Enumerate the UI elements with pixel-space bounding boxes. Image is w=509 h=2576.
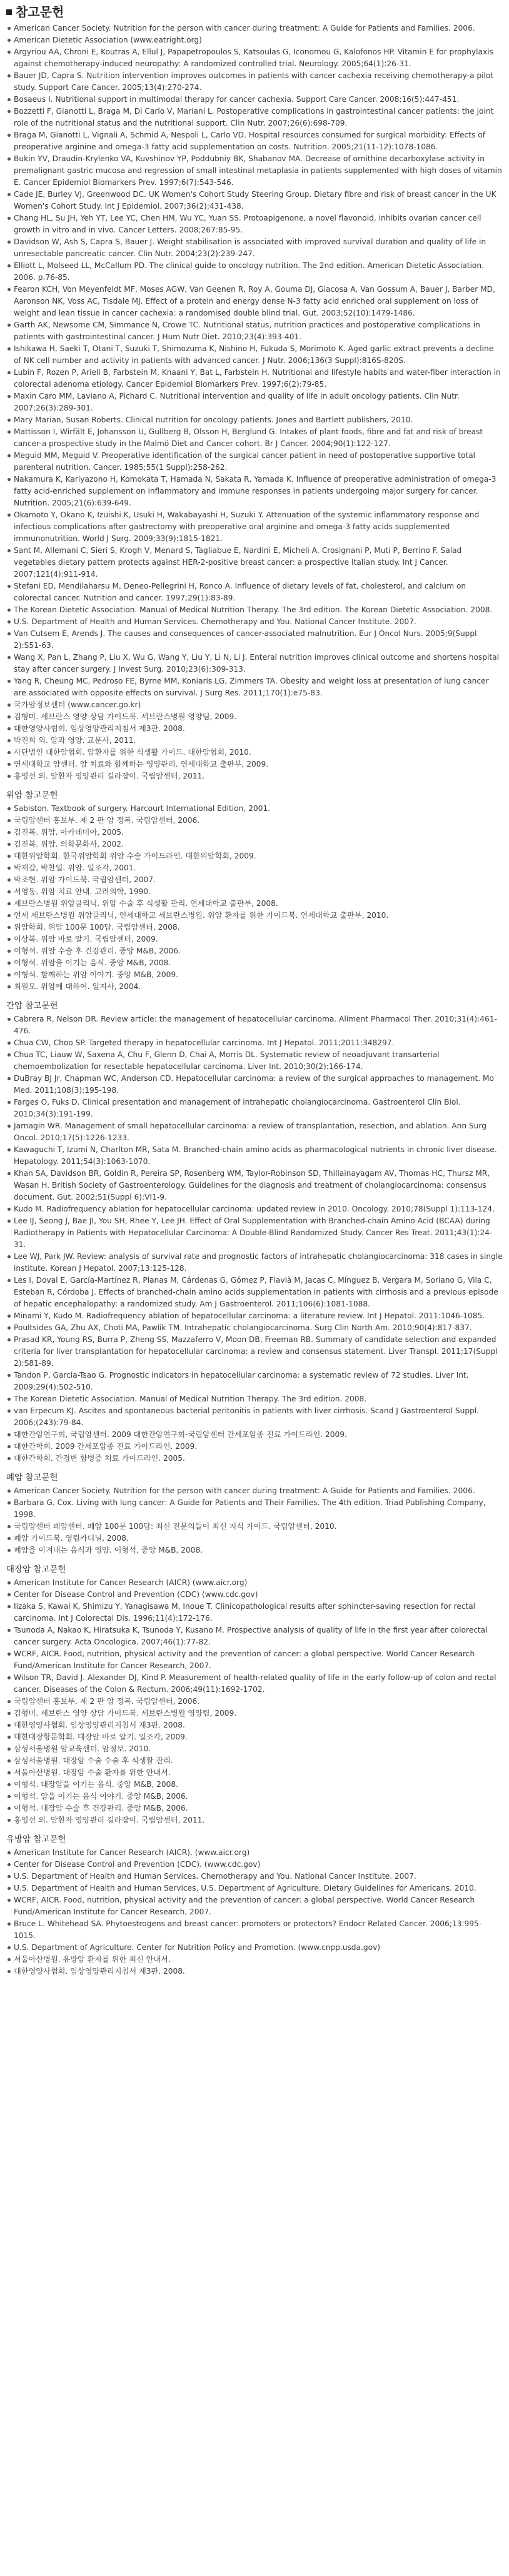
reference-item: 서울아산병원. 유방암 환자를 위한 최신 안내서. — [6, 1954, 503, 1966]
reference-item: Barbara G. Cox. Living with lung cancer: A Guide for Patients and Their Families. The 4th edition. Triad Publishing Company, 1998. — [6, 1497, 503, 1521]
reference-item: 폐암을 이겨내는 음식과 영양. 이형석, 중앙 M&B, 2008. — [6, 1544, 503, 1556]
reference-item: Wang X, Pan L, Zhang P, Liu X, Wu G, Wang Y, Liu Y, Li N, Li J. Enteral nutrition improves clinical outcome and shortens hospital stay after cancer surgery. J Invest Surg. 2010;23(6):309-313. — [6, 652, 503, 675]
reference-item: 대한영양사협회. 임상영양관리지침서 제3판. 2008. — [6, 1966, 503, 1977]
reference-item: Lee WJ, Park JW. Review: analysis of survival rate and prognostic factors of intrahepatic cholangiocarcinoma: 318 cases in single institute. Korean J Hepatol. 2007;13:125-128. — [6, 1251, 503, 1275]
reference-item: 서영동. 위암 치료 안내. 고려의학, 1990. — [6, 886, 503, 898]
reference-item: Argyriou AA, Chroni E, Koutras A, Ellul J, Papapetropoulos S, Katsoulas G, Iconomou G, Kalofonos HP. Vitamin E for prophylaxis against chemotherapy-induced neuropathy: A randomized controlled trial. Neurology. 2005;64(1):26-31. — [6, 46, 503, 70]
reference-item: 박조현. 위암 가이드북. 국립암센터, 2007. — [6, 874, 503, 886]
section-header: 유방암 참고문헌 — [6, 1834, 66, 1844]
reference-item: 연세 세브란스병원 위암클리닉, 연세대학교 세브란스병원. 위암 환자를 위한 가이드북. 연세대학교 출판부, 2010. — [6, 910, 503, 922]
reference-item: Iizaka S, Kawai K, Shimizu Y, Yanagisawa M, Inoue T. Clinicopathological results after sphincter-saving resection for rectal carcinoma. Int J Colorectal Dis. 1996;11(4):172-176. — [6, 1601, 503, 1624]
reference-item: Sant M, Allemani C, Sieri S, Krogh V, Menard S, Tagliabue E, Nardini E, Micheli A, Crosignani P, Muti P, Berrino F. Salad vegetables dietary pattern protects against HER-2-positive breast cancer: a prospective Italian study. Int J Cancer. 2007;121(4):911-914. — [6, 545, 503, 580]
reference-item: Chua CW, Choo SP. Targeted therapy in hepatocellular carcinoma. Int J Hepatol. 2011;2011:348297. — [6, 1037, 503, 1049]
reference-section — [6, 1000, 503, 1465]
reference-item: Fearon KCH, Von Meyenfeldt MF, Moses AGW, Van Geenen R, Roy A, Gouma DJ, Giacosa A, Van Gossum A, Bauer J, Barber MD, Aaronson NK, Voss AC, Tisdale MJ. Effect of a protein and energy dense N-3 fatty acid enriched oral supplement on loss of weight and lean tissue in cancer cachexia: a randomised double blind trial. Gut. 2003;52(10):1479-1486. — [6, 284, 503, 319]
reference-item: 이형석. 함께하는 위암 이야기. 중앙 M&B, 2009. — [6, 969, 503, 981]
reference-item: WCRF, AICR. Food, nutrition, physical activity and the prevention of cancer: a global perspective. World Cancer Research Fund/American Institute for Cancer Research, 2007. — [6, 1648, 503, 1672]
reference-item: Khan SA, Davidson BR, Goldin R, Pereira SP, Rosenberg WM, Taylor-Robinson SD, Thillainayagam AV, Thomas HC, Thursz MR, Wasan H. British Society of Gastroenterology. Guidelines for the diagnosis and treatment of cholangiocarcinoma: consensus document. Gut. 2002;51(Suppl 6):VI1-9. — [6, 1168, 503, 1203]
page-title — [6, 4, 503, 20]
section-header: 간암 참고문헌 — [6, 1001, 58, 1011]
reference-item: Braga M, Gianotti L, Vignali A, Schmid A, Nespoli L, Carlo VD. Hospital resources consumed for surgical morbidity: Effects of preoperative arginine and omega-3 fatty acid supplementation on costs. Nutrition. 2005;21(11-12):1078-1086. — [6, 129, 503, 153]
reference-item: 이상복. 위암 바로 알기. 국립암센터, 2009. — [6, 933, 503, 945]
reference-item: 홍영선 외. 암환자 영양관리 길라잡이. 국립암센터, 2011. — [6, 770, 503, 782]
reference-item: 대한대장항문학회. 대장암 바로 알기. 일조각, 2009. — [6, 1731, 503, 1743]
reference-item: Bukin YV, Draudin-Krylenko VA, Kuvshinov YP, Poddubniy BK, Shabanov MA. Decrease of ornithine decarboxylase activity in premalignant gastric mucosa and regression of small intestinal metaplasia in patients supplemented with high doses of vitamin E. Cancer Epidemiol Biomarkers Prev. 1997;6(7):543-546. — [6, 153, 503, 189]
reference-list — [6, 1577, 503, 1826]
reference-item: 김진복. 위암. 의학문화사, 2002. — [6, 838, 503, 850]
reference-item: 김형미. 세브란스 영양 상담 가이드북. 세브란스병원 영양팀, 2009. — [6, 1708, 503, 1719]
reference-item: 국가암정보센터 (www.cancer.go.kr) — [6, 699, 503, 711]
reference-item: U.S. Department of Health and Human Services, U.S. Department of Agriculture. Dietary Guidelines for Americans. 2010. — [6, 1882, 503, 1894]
reference-item: 김형미. 세브란스 영양 상담 가이드북. 세브란스병원 영양팀, 2009. — [6, 711, 503, 723]
reference-item: Lee IJ, Seong J, Bae JI, You SH, Rhee Y, Lee JH. Effect of Oral Supplementation with Branched-chain Amino Acid (BCAA) during Radiotherapy in Patients with Hepatocellular Carcinoma: A Double-Blind Randomized Study. Cancer Res Treat. 2011;43(1):24-31. — [6, 1215, 503, 1251]
reference-item: The Korean Dietetic Association. Manual of Medical Nutrition Therapy. The 3rd edition. 2008. — [6, 1393, 503, 1405]
reference-item: 박진희 외. 암과 영양. 교문사, 2011. — [6, 735, 503, 747]
reference-item: U.S. Department of Health and Human Services. Chemotherapy and You. National Cancer Institute. 2007. — [6, 1871, 503, 1882]
reference-sections — [6, 22, 503, 1977]
reference-item: Bosaeus I. Nutritional support in multimodal therapy for cancer cachexia. Support Care Cancer. 2008;16(5):447-451. — [6, 94, 503, 106]
reference-item: 삼성서울병원 암교육센터. 암정보. 2010. — [6, 1743, 503, 1755]
reference-list — [6, 1847, 503, 1977]
reference-item: Tandon P, Garcia-Tsao G. Prognostic indicators in hepatocellular carcinoma: a systematic review of 72 studies. Liver Int. 2009;29(4):502-510. — [6, 1370, 503, 1393]
reference-item: Elliott L, Molseed LL, McCallum PD. The clinical guide to oncology nutrition. The 2nd edition. American Dietetic Association. 2006. p.76-85. — [6, 260, 503, 284]
reference-item: 대한간암연구회, 국립암센터. 2009 대한간암연구회-국립암센터 간세포암종 진료 가이드라인. 2009. — [6, 1429, 503, 1441]
reference-section — [6, 1834, 503, 1977]
reference-item: Center for Disease Control and Prevention (CDC) (www.cdc.gov) — [6, 1589, 503, 1601]
reference-item: Kudo M. Radiofrequency ablation for hepatocellular carcinoma: updated review in 2010. Oncology. 2010;78(Suppl 1):113-124. — [6, 1203, 503, 1215]
reference-item: Bozzetti F, Gianotti L, Braga M, Di Carlo V, Mariani L. Postoperative complications in gastrointestinal cancer patients: the joint role of the nutritional status and the nutritional support. Clin Nutr. 2007;26(6):698-709. — [6, 106, 503, 129]
reference-item: Yang R, Cheung MC, Pedroso FE, Byrne MM, Koniaris LG, Zimmers TA. Obesity and weight loss at presentation of lung cancer are associated with opposite effects on survival. J Surg Res. 2011;170(1):e75-83. — [6, 675, 503, 699]
reference-item: 대한간학회. 2009 간세포암종 진료 가이드라인. 2009. — [6, 1441, 503, 1453]
reference-item: Farges O, Fuks D. Clinical presentation and management of intrahepatic cholangiocarcinoma. Gastroenterol Clin Biol. 2010;34(3):191-199. — [6, 1097, 503, 1120]
reference-item: 사단법인 대한암협회. 암환자를 위한 식생활 가이드. 대한암협회, 2010. — [6, 747, 503, 758]
page-title-text: 참고문헌 — [16, 4, 64, 19]
reference-item: Wilson TR, David J. Alexander DJ, Kind P. Measurement of health-related quality of life in the early follow-up of colon and rectal cancer. Diseases of the Colon & Rectum. 2006;49(11):1692-1702. — [6, 1672, 503, 1696]
reference-item: 최원모. 위암에 대하여. 일지사, 2004. — [6, 981, 503, 993]
reference-item: Center for Disease Control and Prevention (CDC). (www.cdc.gov) — [6, 1859, 503, 1871]
reference-item: 이형석. 대장암을 이기는 음식. 중앙 M&B, 2008. — [6, 1779, 503, 1791]
reference-item: Poultsides GA, Zhu AX, Choti MA, Pawlik TM. Intrahepatic cholangiocarcinoma. Surg Clin North Am. 2010;90(4):817-837. — [6, 1322, 503, 1334]
reference-section — [6, 790, 503, 993]
reference-item: WCRF, AICR. Food, nutrition, physical activity and the prevention of cancer: a global perspective. World Cancer Research Fund/American Institute for Cancer Research, 2007. — [6, 1894, 503, 1918]
reference-section — [6, 22, 503, 782]
reference-item: Les I, Doval E, García-Martínez R, Planas M, Cárdenas G, Gómez P, Flavià M, Jacas C, Mínguez B, Vergara M, Soriano G, Vila C, Esteban R, Córdoba J. Effects of branched-chain amino acids supplementation in patients with cirrhosis and a previous episode of hepatic encephalopathy: a randomized study. Am J Gastroenterol. 2011;106(6):1081-1088. — [6, 1275, 503, 1310]
reference-item: 삼성서울병원. 대장암 수술 수술 후 식생활 관리. — [6, 1755, 503, 1767]
reference-item: Maxin Caro MM, Laviano A, Pichard C. Nutritional intervention and quality of life in adult oncology patients. Clin Nutr. 2007;26(3):289-301. — [6, 390, 503, 414]
reference-item: Sabiston. Textbook of surgery. Harcourt International Edition, 2001. — [6, 803, 503, 815]
reference-item: 홍영선 외. 암환자 영양관리 길라잡이. 국립암센터, 2011. — [6, 1814, 503, 1826]
reference-item: Meguid MM, Meguid V. Preoperative identification of the surgical cancer patient in need of postoperative supportive total parenteral nutrition. Cancer. 1985;55(1 Suppl):258-262. — [6, 450, 503, 474]
reference-item: Lubin F, Rozen P, Arieli B, Farbstein M, Knaani Y, Bat L, Farbstein H. Nutritional and lifestyle habits and water-fiber interaction in colorectal adenoma etiology. Cancer Epidemiol Biomarkers Prev. 1997;6(2):79-85. — [6, 367, 503, 390]
reference-item: Nakamura K, Kariyazono H, Komokata T, Hamada N, Sakata R, Yamada K. Influence of preoperative administration of omega-3 fatty acid-enriched supplement on inflammatory and immune responses in patients undergoing major surgery for cancer. Nutrition. 2005;21(6):639-649. — [6, 474, 503, 509]
reference-item: 국립암센터 홍보부. 제 2 판 암 정복. 국립암센터, 2006. — [6, 815, 503, 827]
reference-item: Mattisson I, Wirfält E, Johansson U, Gullberg B, Olsson H, Berglund G. Intakes of plant foods, fibre and fat and risk of breast cancer-a prospective study in the Malmö Diet and Cancer cohort. Br J Cancer. 2004;90(1):122-127. — [6, 426, 503, 450]
reference-item: 대한영양사협회. 임상영양관리지침서 제3판. 2008. — [6, 1719, 503, 1731]
reference-list — [6, 1013, 503, 1465]
reference-item: 이형석. 위암을 이기는 음식. 중앙 M&B, 2008. — [6, 957, 503, 969]
reference-item: U.S. Department of Agriculture. Center for Nutrition Policy and Promotion. (www.cnpp.usda.gov) — [6, 1942, 503, 1954]
reference-item: Bruce L. Whitehead SA. Phytoestrogens and breast cancer: promoters or protectors? Endocr Related Cancer. 2006;13:995-1015. — [6, 1918, 503, 1942]
reference-item: Okamoto Y, Okano K, Izuishi K, Usuki H, Wakabayashi H, Suzuki Y. Attenuation of the systemic inflammatory response and infectious complications after gastrectomy with preoperative oral arginine and omega-3 fatty acids supplemented immunonutrition. World J Surg. 2009;33(9):1815-1821. — [6, 509, 503, 545]
reference-item: 위암학회. 위암 100문 100답. 국립암센터, 2008. — [6, 922, 503, 933]
reference-item: Jarnagin WR. Management of small hepatocellular carcinoma: a review of transplantation, resection, and ablation. Ann Surg Oncol. 2010;17(5):1226-1233. — [6, 1120, 503, 1144]
reference-item: 국립암센터 홍보부. 제 2 판 암 정복. 국립암센터, 2006. — [6, 1696, 503, 1708]
reference-item: 대한위암학회. 한국위암학회 위암 수술 가이드라인. 대한위암학회, 2009. — [6, 850, 503, 862]
reference-item: 서울아산병원. 대장암 수술 환자를 위한 안내서. — [6, 1767, 503, 1779]
reference-item: Stefani ED, Mendilaharsu M, Deneo-Pellegrini H, Ronco A. Influence of dietary levels of fat, cholesterol, and calcium on colorectal cancer. Nutrition and cancer. 1997;29(1):83-89. — [6, 580, 503, 604]
reference-item: 폐암 가이드북. 영림카디널, 2008. — [6, 1533, 503, 1544]
reference-list — [6, 803, 503, 993]
reference-item: Minami Y, Kudo M. Radiofrequency ablation of hepatocellular carcinoma: a literature review. Int J Hepatol. 2011:1046-1085. — [6, 1310, 503, 1322]
section-header: 대장암 참고문헌 — [6, 1564, 66, 1574]
reference-item: Chang HL, Su JH, Yeh YT, Lee YC, Chen HM, Wu YC, Yuan SS. Protoapigenone, a novel flavonoid, inhibits ovarian cancer cell growth in vitro and in vivo. Cancer Letters. 2008;267:85-95. — [6, 212, 503, 236]
reference-item: American Cancer Society. Nutrition for the person with cancer during treatment: A Guide for Patients and Families. 2006. — [6, 22, 503, 34]
reference-item: 이형석. 위암 수술 후 건강관리. 중앙 M&B, 2006. — [6, 945, 503, 957]
square-bullet-icon — [6, 9, 12, 15]
section-header: 폐암 참고문헌 — [6, 1473, 58, 1483]
reference-item: 이형석. 암을 이기는 음식 이야기. 중앙 M&B, 2006. — [6, 1791, 503, 1803]
reference-list — [6, 22, 503, 782]
section-header: 위암 참고문헌 — [6, 790, 58, 800]
reference-item: 박재갑, 박찬일. 위암. 일조각, 2001. — [6, 862, 503, 874]
reference-item: American Cancer Society. Nutrition for the person with cancer during treatment: A Guide for Patients and Families. 2006. — [6, 1485, 503, 1497]
reference-item: American Institute for Cancer Research (AICR) (www.aicr.org) — [6, 1577, 503, 1589]
reference-item: DuBray BJ Jr, Chapman WC, Anderson CD. Hepatocellular carcinoma: a review of the surgical approaches to management. Mo Med. 2011;108(3):195-198. — [6, 1073, 503, 1097]
reference-item: Ishikawa H, Saeki T, Otani T, Suzuki T, Shimozuma K, Nishino H, Fukuda S, Morimoto K. Aged garlic extract prevents a decline of NK cell number and activity in patients with advanced cancer. J Nutr. 2006;136(3 Suppl):816S-820S. — [6, 343, 503, 367]
reference-item: van Erpecum KJ. Ascites and spontaneous bacterial peritonitis in patients with liver cirrhosis. Scand J Gastroenterol Suppl. 2006;(243):79-84. — [6, 1405, 503, 1429]
reference-item: Cabrera R, Nelson DR. Review article: the management of hepatocellular carcinoma. Aliment Pharmacol Ther. 2010;31(4):461-476. — [6, 1013, 503, 1037]
reference-item: Kawaguchi T, Izumi N, Charlton MR, Sata M. Branched-chain amino acids as pharmacological nutrients in chronic liver disease. Hepatology. 2011;54(3):1063-1070. — [6, 1144, 503, 1168]
reference-item: Van Cutsem E, Arends J. The causes and consequences of cancer-associated malnutrition. Eur J Oncol Nurs. 2005;9(Suppl 2):S51-63. — [6, 628, 503, 652]
reference-item: 김진복. 위암. 아카데미아, 2005. — [6, 827, 503, 838]
reference-item: 연세대학교 암센터. 암 치료와 함께하는 영양관리. 연세대학교 출판부, 2009. — [6, 758, 503, 770]
reference-item: 이형석. 대장암 수술 후 건강관리. 중앙 M&B, 2006. — [6, 1803, 503, 1814]
reference-item: Chua TC, Liauw W, Saxena A, Chu F, Glenn D, Chai A, Morris DL. Systematic review of neoadjuvant transarterial chemoembolization for resectable hepatocellular carcinoma. Liver Int. 2010;30(2):166-174. — [6, 1049, 503, 1073]
reference-section — [6, 1472, 503, 1556]
reference-item: U.S. Department of Health and Human Services. Chemotherapy and You. National Cancer Institute. 2007. — [6, 616, 503, 628]
reference-item: Tsunoda A, Nakao K, Hiratsuka K, Tsunoda Y, Kusano M. Prospective analysis of quality of life in the first year after colorectal cancer surgery. Acta Oncologica. 2007;46(1):77-82. — [6, 1624, 503, 1648]
reference-item: 대한간학회. 간경변 합병증 치료 가이드라인. 2005. — [6, 1453, 503, 1465]
reference-item: Prasad KR, Young RS, Burra P, Zheng SS, Mazzaferro V, Moon DB, Freeman RB. Summary of candidate selection and expanded criteria for liver transplantation for hepatocellular carcinoma: a review and consensus statement. Liver Transpl. 2011;17(Suppl 2):S81-89. — [6, 1334, 503, 1370]
reference-item: Cade JE, Burley VJ, Greenwood DC. UK Women's Cohort Study Steering Group. Dietary fibre and risk of breast cancer in the UK Women's Cohort Study. Int J Epidemiol. 2007;36(2):431-438. — [6, 189, 503, 212]
reference-item: 세브란스병원 위암클리닉. 위암 수술 후 식생활 관리. 연세대학교 출판부, 2008. — [6, 898, 503, 910]
reference-list — [6, 1485, 503, 1556]
reference-item: Bauer JD, Capra S. Nutrition intervention improves outcomes in patients with cancer cachexia receiving chemotherapy-a pilot study. Support Care Cancer. 2005;13(4):270-274. — [6, 70, 503, 94]
reference-item: 대한영양사협회. 임상영양관리지침서 제3판. 2008. — [6, 723, 503, 735]
reference-item: The Korean Dietetic Association. Manual of Medical Nutrition Therapy. The 3rd edition. The Korean Dietetic Association. 2008. — [6, 604, 503, 616]
reference-item: American Dietetic Association (www.eatright.org) — [6, 34, 503, 46]
reference-item: 국립암센터 폐암센터. 폐암 100문 100답: 최신 전문의들이 최신 지식 가이드. 국립암센터, 2010. — [6, 1521, 503, 1533]
reference-section — [6, 1564, 503, 1826]
reference-item: Garth AK, Newsome CM, Simmance N, Crowe TC. Nutritional status, nutrition practices and postoperative complications in patients with gastrointestinal cancer. J Hum Nutr Diet. 2010;23(4):393-401. — [6, 319, 503, 343]
reference-item: Mary Marian, Susan Roberts. Clinical nutrition for oncology patients. Jones and Bartlett publishers, 2010. — [6, 414, 503, 426]
reference-item: Davidson W, Ash S, Capra S, Bauer J. Weight stabilisation is associated with improved survival duration and quality of life in unresectable pancreatic cancer. Clin Nutr. 2004;23(2):239-247. — [6, 236, 503, 260]
reference-item: American Institute for Cancer Research (AICR). (www.aicr.org) — [6, 1847, 503, 1859]
